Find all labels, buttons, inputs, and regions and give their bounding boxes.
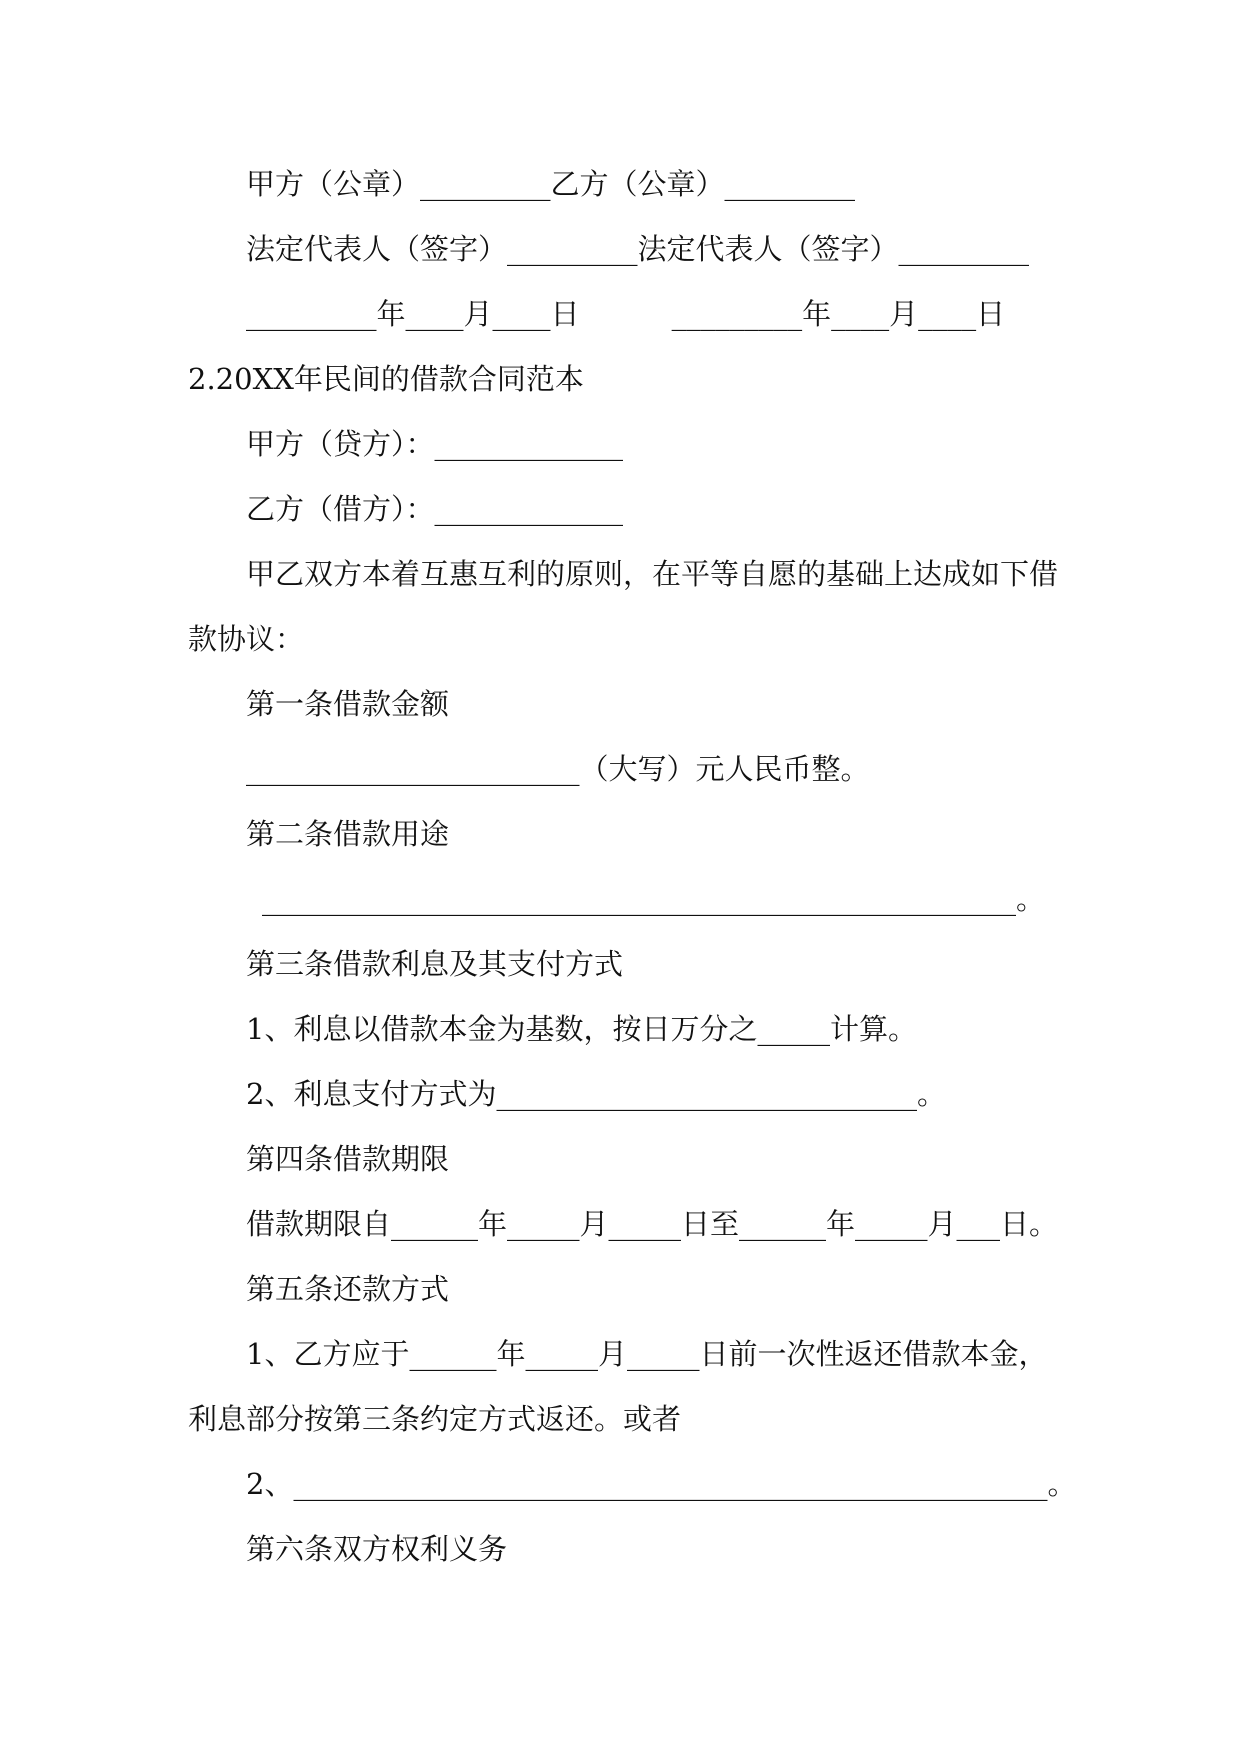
article-3-heading: 第三条借款利息及其支付方式 (246, 947, 624, 981)
party-a-seal-line: 甲方（公章）_________乙方（公章）_________ (246, 167, 856, 201)
interest-payment-line: 2、利息支付方式为_____________________________。 (246, 1077, 946, 1111)
article-1-heading: 第一条借款金额 (246, 687, 450, 721)
borrower-line: 乙方（借方）：_____________ (246, 492, 624, 526)
loan-amount-line: _______________________（大写）元人民币整。 (246, 752, 870, 786)
repayment-clause-1-continuation: 利息部分按第三条约定方式返还。或者 (188, 1402, 682, 1436)
agreement-intro-continuation: 款协议： (188, 622, 305, 656)
article-6-heading: 第六条双方权利义务 (246, 1532, 508, 1566)
article-4-heading: 第四条借款期限 (246, 1142, 450, 1176)
signature-date-line: _________年____月____日 _________年____月____日 (246, 297, 1006, 331)
interest-rate-line: 1、利息以借款本金为基数，按日万分之_____计算。 (246, 1012, 917, 1046)
section-heading: 2.20XX年民间的借款合同范本 (188, 362, 584, 396)
loan-purpose-line: ____________________________________________________。 (262, 882, 1046, 916)
article-2-heading: 第二条借款用途 (246, 817, 450, 851)
repayment-clause-2: 2、____________________________________________________。 (246, 1467, 1077, 1501)
agreement-intro-line: 甲乙双方本着互惠互利的原则，在平等自愿的基础上达成如下借 (246, 557, 1059, 591)
article-5-heading: 第五条还款方式 (246, 1272, 450, 1306)
loan-term-line: 借款期限自______年_____月_____日至______年_____月___日。 (246, 1207, 1059, 1241)
legal-representative-line: 法定代表人（签字）_________法定代表人（签字）_________ (246, 232, 1030, 266)
repayment-clause-1: 1、乙方应于______年_____月_____日前一次性返还借款本金， (246, 1337, 1048, 1371)
lender-line: 甲方（贷方）：_____________ (246, 427, 624, 461)
